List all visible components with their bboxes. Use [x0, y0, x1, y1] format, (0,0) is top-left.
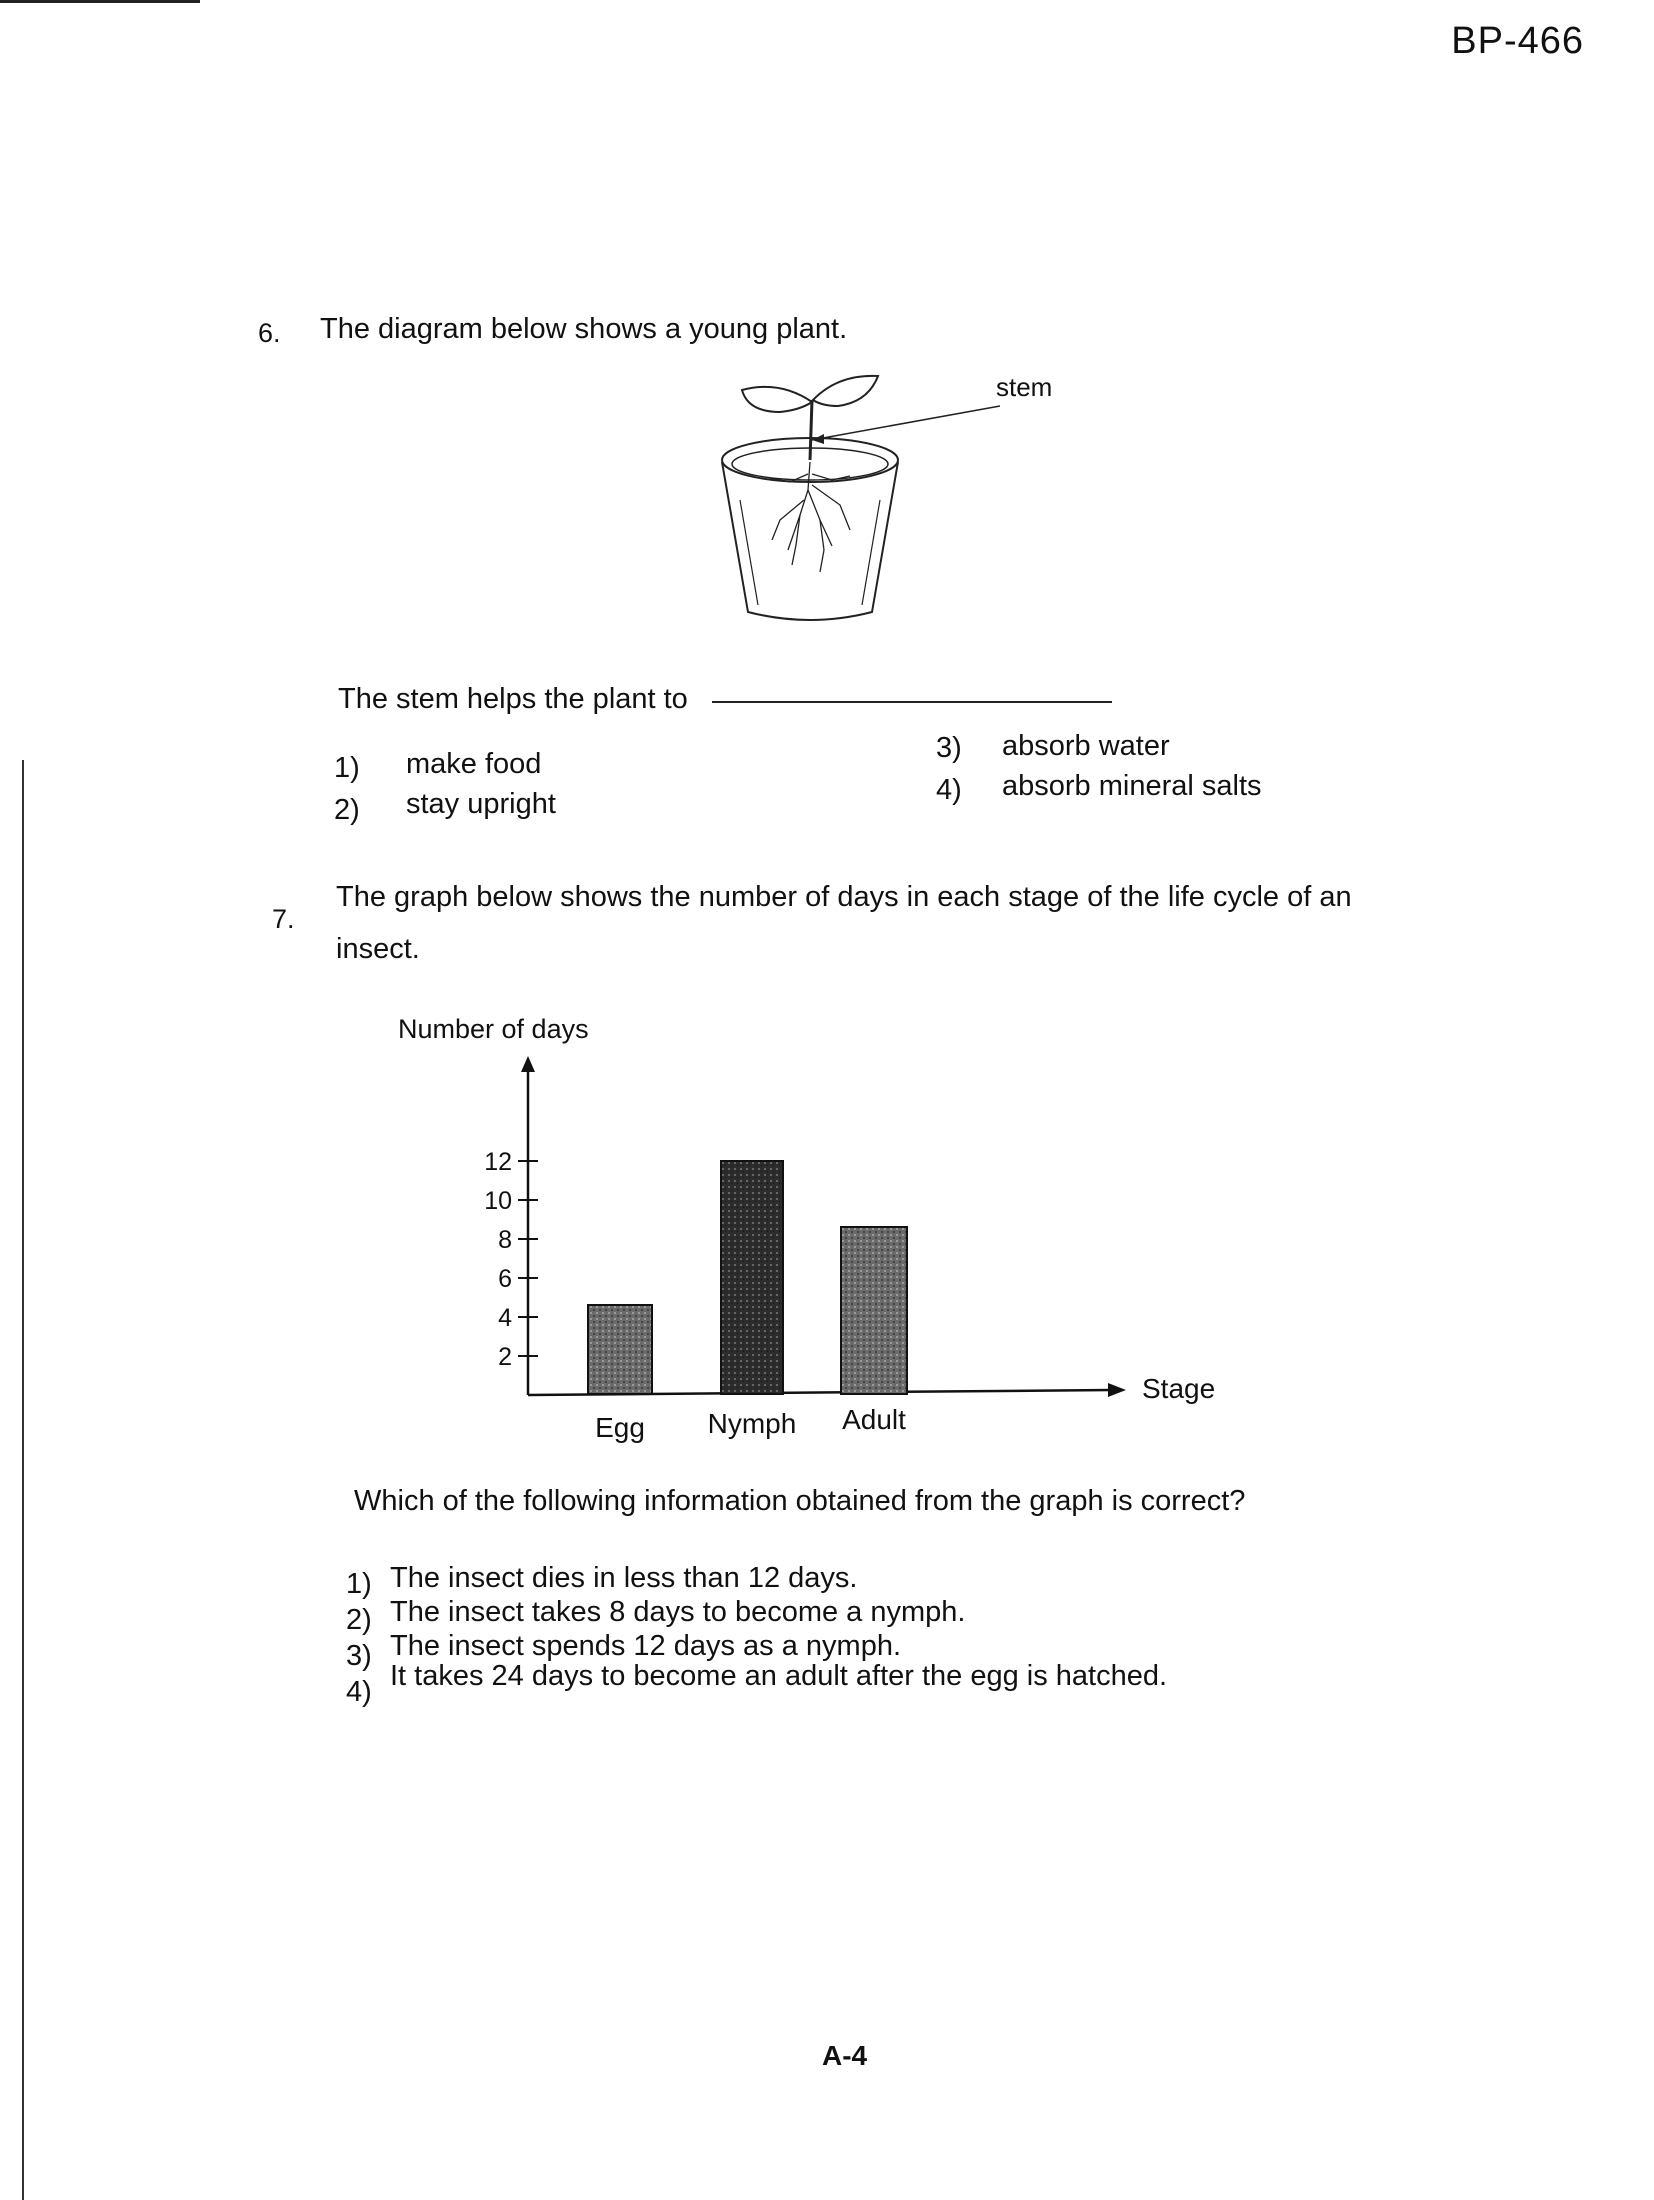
- category-label-nymph: Nymph: [707, 1408, 797, 1439]
- question7-question: Which of the following information obtained from the graph is correct?: [354, 1485, 1246, 1517]
- q6-option-4-num: 4): [936, 774, 962, 806]
- question6-stem-sentence: The stem helps the plant to: [338, 683, 688, 715]
- q7-option-1-text: The insect dies in less than 12 days.: [390, 1562, 858, 1594]
- pot-body: [722, 462, 898, 620]
- y-ticks: [484, 1148, 538, 1371]
- left-leaf: [742, 387, 812, 412]
- q7-option-1-num: 1): [346, 1568, 372, 1600]
- answer-blank: [712, 700, 1112, 703]
- y-axis-arrow: [521, 1056, 535, 1072]
- q6-option-3-num: 3): [936, 732, 962, 764]
- y-axis-label: Number of days: [398, 1014, 589, 1044]
- q7-option-4-num: 4): [346, 1676, 372, 1708]
- q6-option-2-num: 2): [334, 794, 360, 826]
- bars: [588, 1161, 907, 1394]
- page-number: A-4: [822, 2040, 868, 2071]
- category-label-egg: Egg: [595, 1412, 645, 1443]
- stem-label: stem: [996, 372, 1053, 402]
- q6-option-4-text: absorb mineral salts: [1002, 770, 1262, 802]
- x-axis-label: Stage: [1142, 1373, 1216, 1404]
- q7-option-3-num: 3): [346, 1640, 372, 1672]
- q6-option-1-num: 1): [334, 752, 360, 784]
- category-label-adult: Adult: [842, 1404, 906, 1435]
- plant-drawing: [722, 376, 898, 620]
- bar-nymph: [721, 1161, 783, 1394]
- life-cycle-bar-chart: [380, 1000, 1260, 1460]
- question6-number: 6.: [258, 318, 281, 348]
- bar-egg: [588, 1305, 652, 1394]
- stem-pointer-line: [812, 406, 1000, 440]
- y-tick-label: 10: [484, 1187, 512, 1215]
- top-edge-line: [0, 0, 200, 3]
- x-axis-arrow: [1108, 1383, 1126, 1397]
- left-edge-line: [22, 760, 24, 2200]
- y-tick-label: 6: [498, 1265, 512, 1293]
- question7-prompt-line2: insect.: [336, 933, 420, 965]
- y-tick-label: 12: [484, 1148, 512, 1176]
- q6-option-3-text: absorb water: [1002, 730, 1170, 762]
- q7-option-2-num: 2): [346, 1604, 372, 1636]
- q7-option-2-text: The insect takes 8 days to become a nymph.: [390, 1596, 966, 1628]
- right-leaf: [813, 376, 878, 406]
- question7-number: 7.: [272, 904, 295, 934]
- y-tick-label: 4: [498, 1304, 512, 1332]
- q7-option-3-text: The insect spends 12 days as a nymph.: [390, 1630, 902, 1662]
- question7-prompt-line1: The graph below shows the number of days in each stage of the life cycle of an: [336, 881, 1352, 913]
- bar-adult: [841, 1227, 907, 1394]
- paper-code: BP-466: [1451, 20, 1584, 62]
- q6-option-2-text: stay upright: [406, 788, 556, 820]
- y-tick-label: 8: [498, 1226, 512, 1254]
- question6-prompt: The diagram below shows a young plant.: [320, 313, 848, 345]
- y-tick-label: 2: [498, 1343, 512, 1371]
- category-labels: [595, 1404, 906, 1443]
- q7-option-4-text: It takes 24 days to become an adult after the egg is hatched.: [390, 1660, 1168, 1692]
- q6-option-1-text: make food: [406, 748, 542, 780]
- plant-stem: [810, 400, 812, 460]
